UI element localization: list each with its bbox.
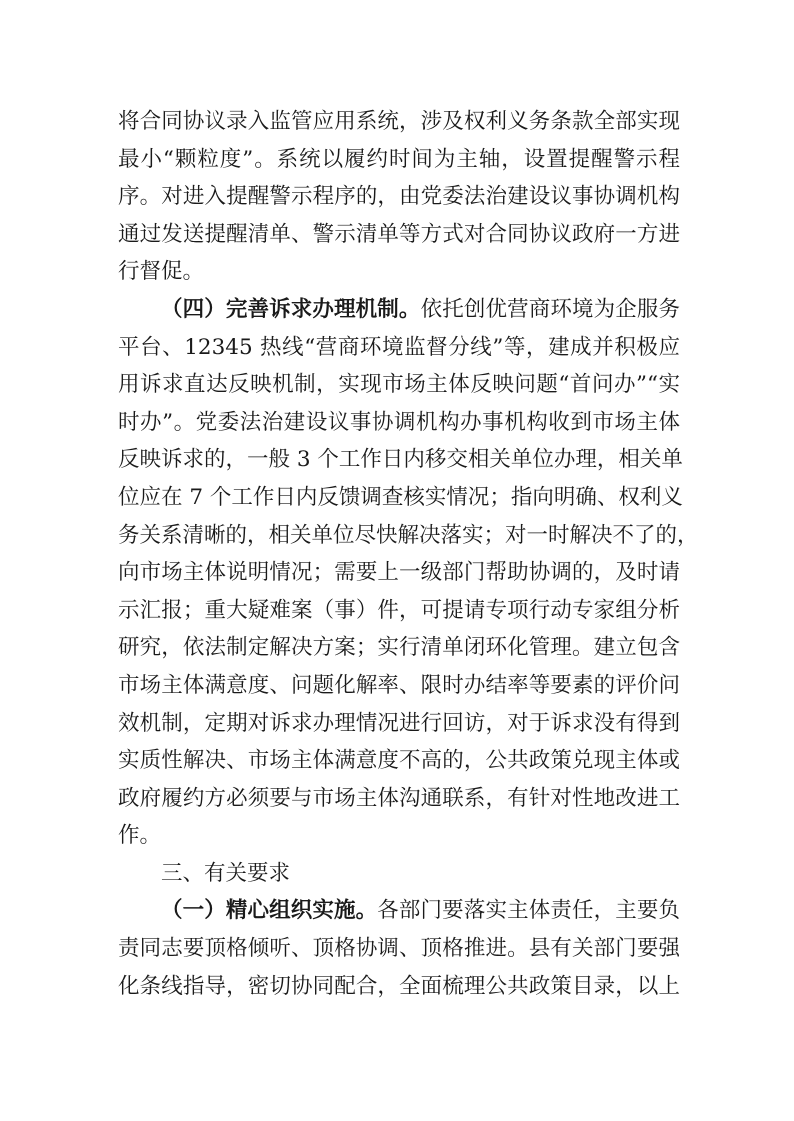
text-line: 示汇报；重大疑难案（事）件，可提请专项行动专家组分析 [118,597,680,623]
text-line: 政府履约方必须要与市场主体沟通联系，有针对性地改进工 [118,785,680,811]
text-line: 市场主体满意度、问题化解率、限时办结率等要素的评价问 [118,672,680,698]
text-line: 将合同协议录入监管应用系统，涉及权利义务条款全部实现 [118,109,680,134]
paragraph-title: （一）精心组织实施。 [161,898,378,924]
paragraph-title: （四）完善诉求办理机制。 [161,296,421,322]
paragraph-text: 依托创优营商环境为企服务 [420,296,680,322]
text-line: 效机制，定期对诉求办理情况进行回访，对于诉求没有得到 [118,710,680,736]
paragraph-complaint-mechanism [118,291,699,855]
text-line: 化条线指导，密切协同配合，全面梳理公共政策目录，以上 [118,973,680,999]
paragraph-organize-implementation [118,892,680,1005]
text-line: 反映诉求的，一般 3 个工作日内移交相关单位办理，相关单 [118,447,683,473]
text-line: 务关系清晰的，相关单位尽快解决落实；对一时解决不了的， [118,522,699,548]
text-line [118,291,680,329]
text-line: 通过发送提醒清单、警示清单等方式对合同协议政府一方进 [118,221,680,247]
text-line: 实质性解决、市场主体满意度不高的，公共政策兑现主体或 [118,748,680,774]
paragraph-text: 各部门要落实主体责任，主要负 [377,898,680,924]
text-line: 用诉求直达反映机制，实现市场主体反映问题“首问办”“实 [118,372,680,398]
text-line: 行督促。 [118,259,205,285]
text-line: 平台、12345 热线“营商环境监督分线”等，建成并积极应 [118,334,680,360]
document-body [118,103,699,1005]
paragraph-contract-monitoring [118,103,680,291]
text-line: 责同志要顶格倾听、顶格协调、顶格推进。县有关部门要强 [118,936,680,962]
text-line: 位应在 7 个工作日内反馈调查核实情况；指向明确、权利义 [118,484,683,510]
text-line: 时办”。党委法治建设议事协调机构办事机构收到市场主体 [118,409,680,435]
text-line [118,892,680,930]
section-heading: 三、有关要求 [161,860,291,886]
text-line: 最小“颗粒度”。系统以履约时间为主轴，设置提醒警示程 [118,146,680,172]
text-line: 研究，依法制定解决方案；实行清单闭环化管理。建立包含 [118,635,680,661]
text-line: 作。 [118,823,162,849]
text-line: 序。对进入提醒警示程序的，由党委法治建设议事协调机构 [118,184,680,210]
text-line: 向市场主体说明情况；需要上一级部门帮助协调的，及时请 [118,560,680,586]
